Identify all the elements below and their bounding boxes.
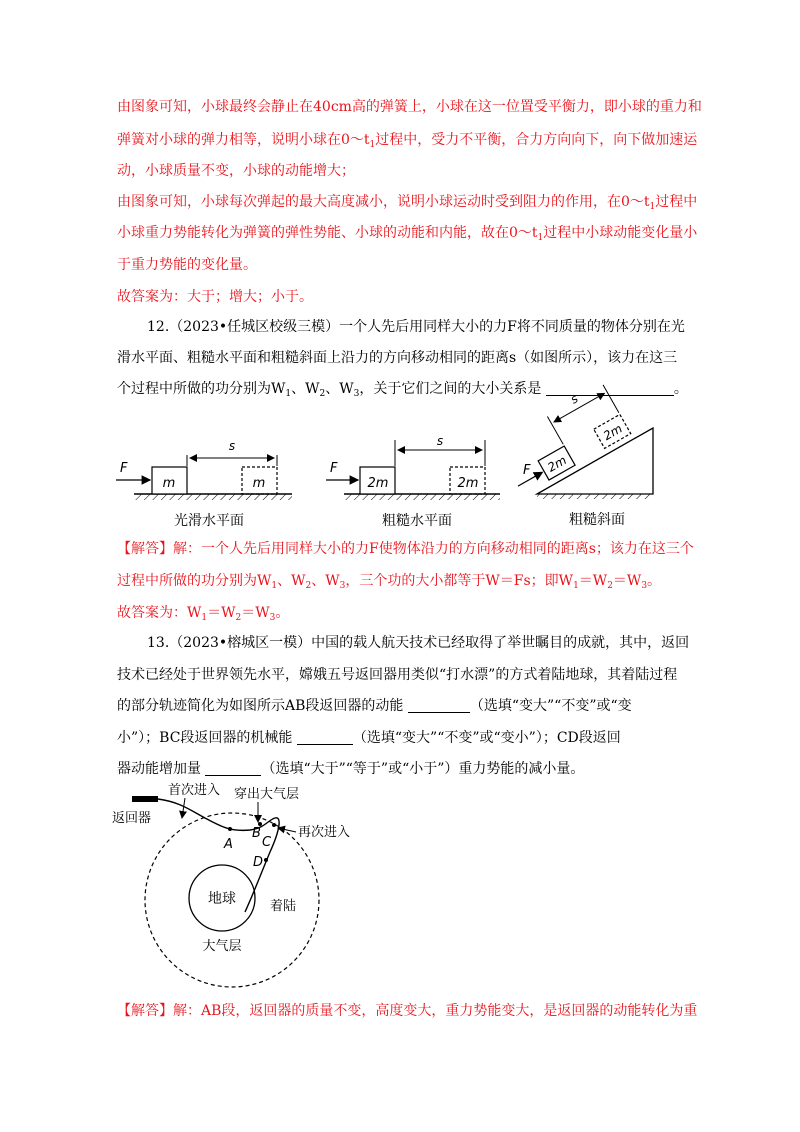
reentry-label: 再次进入	[298, 825, 351, 840]
fig3-mass-label: 2m	[545, 453, 569, 475]
q12-answer-blank[interactable]	[546, 381, 674, 396]
answer-final: 故答案为：大于；增大；小于。	[117, 289, 313, 305]
answer-line-5: 小球重力势能转化为弹簧的弹性势能、小球的动能和内能，故在$0\sim t_1$过程中小球动能变化量小	[117, 225, 698, 243]
point-a-label: A	[224, 837, 233, 852]
q12-solution-line-1: 【解答】解：一个人先后用同样大小的力F使物体沿力的方向移动相同的距离s；该力在这三个	[117, 541, 694, 557]
answer-line-2: 弹簧对小球的弹力相等，说明小球在$0\sim t_1$过程中，受力不平衡，合力方向向下，向下做加速运	[117, 132, 698, 150]
q13-blank-3[interactable]	[205, 761, 261, 776]
q13-blank-2[interactable]	[297, 730, 353, 745]
fig2-mass-label-dashed: 2m	[457, 476, 479, 491]
q13-line-1: 13.（2023•榕城区一模）中国的载人航天技术已经取得了举世瞩目的成就，其中，返回	[147, 635, 690, 651]
q13-line-2: 技术已经处于世界领先水平，嫦娥五号返回器用类似“打水漂”的方式着陆地球，其着陆过程	[117, 667, 678, 683]
landing-label: 着陆	[270, 899, 297, 914]
point-c-label: C	[262, 835, 272, 850]
capsule-label: 返回器	[112, 811, 152, 826]
figure-smooth-horizontal	[112, 430, 302, 530]
answer-line-4: 由图象可知，小球每次弹起的最大高度减小，说明小球运动时受到阻力的作用，在$0\sim t_1$过程中	[117, 194, 698, 212]
figure-reentry-trajectory	[110, 780, 370, 990]
fig1-caption: 光滑水平面	[174, 513, 244, 529]
fig3-mass-label-dashed: 2m	[600, 421, 625, 444]
fig1-distance-label: s	[228, 439, 236, 453]
q13-line-4: 小”）；BC段返回器的机械能 （选填“变大”“不变”或“变小”）；CD段返回	[117, 730, 621, 746]
fig3-caption: 粗糙斜面	[569, 512, 625, 528]
q13-blank-1[interactable]	[408, 698, 470, 713]
point-d-label: D	[253, 855, 264, 870]
q12-line-1: 12.（2023•任城区校级三模）一个人先后用同样大小的力F将不同质量的物体分别在光	[147, 319, 685, 335]
point-b-label: B	[252, 826, 261, 841]
answer-line-3: 动，小球质量不变，小球的动能增大；	[117, 163, 355, 179]
first-entry-label: 首次进入	[168, 783, 221, 798]
fig1-mass-label-dashed: m	[252, 476, 266, 491]
fig3-force-label: F	[523, 463, 531, 478]
fig1-force-label: F	[120, 461, 128, 476]
q12-line-3: 个过程中所做的功分别为$W_1$、$W_2$、$W_3$，关于它们之间的大小关系是 。	[117, 381, 688, 399]
capsule-marker	[132, 796, 158, 802]
fig2-force-label: F	[330, 461, 338, 476]
q12-final-answer: 故答案为：$W_1=W_2=W_3$。	[117, 605, 290, 623]
answer-line-1: 由图象可知，小球最终会静止在40cm高的弹簧上，小球在这一位置受平衡力，即小球的重力和	[117, 99, 702, 115]
fig2-mass-label: 2m	[367, 476, 389, 491]
earth-label: 地球	[208, 891, 236, 907]
answer-line-6: 于重力势能的变化量。	[117, 257, 257, 273]
figure-rough-incline	[515, 391, 675, 530]
figure-rough-horizontal	[322, 430, 512, 530]
exit-atmosphere-label: 穿出大气层	[234, 787, 300, 802]
q13-line-5: 器动能增加量 （选填“大于”“等于”或“小于”）重力势能的减小量。	[117, 761, 585, 777]
atmosphere-label: 大气层	[202, 939, 242, 954]
fig3-distance-label: s	[568, 391, 581, 407]
fig1-mass-label: m	[162, 476, 176, 491]
fig2-distance-label: s	[436, 434, 444, 448]
fig2-caption: 粗糙水平面	[382, 513, 452, 529]
q12-solution-line-2: 过程中所做的功分别为$W_1$、$W_2$、$W_3$，三个功的大小都等于W＝Fs；即$W_1=W_2=W_3$。	[117, 573, 662, 591]
q13-solution-line-1: 【解答】解：AB段，返回器的质量不变，高度变大，重力势能变大，是返回器的动能转化为重	[117, 1003, 698, 1019]
q13-line-3: 的部分轨迹简化为如图所示AB段返回器的动能 （选填“变大”“不变”或“变	[117, 698, 632, 714]
q12-line-2: 滑水平面、粗糙水平面和粗糙斜面上沿力的方向移动相同的距离s（如图所示），该力在这三	[117, 350, 678, 366]
